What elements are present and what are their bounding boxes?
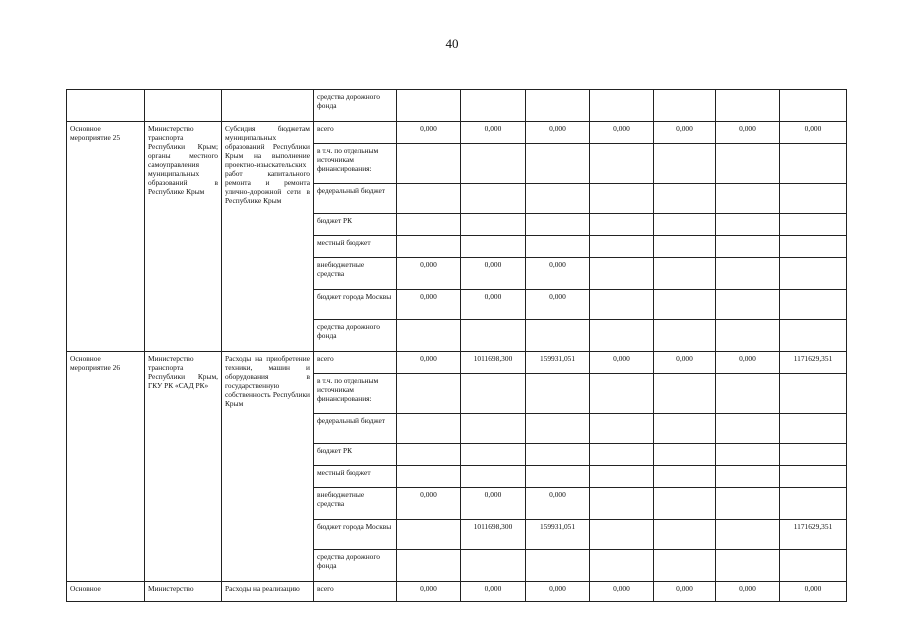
cell-event: Основное мероприятие 25: [67, 122, 145, 352]
cell-value: [526, 236, 590, 258]
cell-type: в т.ч. по отдельным источникам финансирования:: [314, 374, 397, 414]
cell-value: [590, 214, 654, 236]
cell-type: средства дорожного фонда: [314, 320, 397, 352]
cell-value: 0,000: [397, 582, 461, 602]
cell-value: [654, 258, 716, 290]
cell-value: [716, 520, 780, 550]
cell-value: [716, 258, 780, 290]
cell-value: [397, 320, 461, 352]
cell-value: 0,000: [654, 122, 716, 144]
cell-value: 0,000: [526, 582, 590, 602]
cell-value: [654, 550, 716, 582]
cell-description: Субсидия бюджетам муниципальных образований Республики Крым на выполнение проектно-изыскательских работ капитального ремонта и ремонта улично-дорожной сети в Республике Крым: [222, 122, 314, 352]
cell-type: всего: [314, 122, 397, 144]
cell-value: [780, 466, 847, 488]
cell-value: [590, 258, 654, 290]
cell-value: [590, 144, 654, 184]
cell-value: [590, 466, 654, 488]
cell-value: [716, 236, 780, 258]
cell-value: [526, 414, 590, 444]
table-row-top: [67, 90, 847, 122]
cell-type: внебюджетные средства: [314, 258, 397, 290]
cell-value: [654, 144, 716, 184]
cell-value: 0,000: [716, 122, 780, 144]
cell-value: [590, 414, 654, 444]
cell-value: [716, 320, 780, 352]
cell-type: бюджет города Москвы: [314, 290, 397, 320]
cell-value: [716, 466, 780, 488]
cell-type: федеральный бюджет: [314, 184, 397, 214]
cell-value: [590, 290, 654, 320]
cell-value: [716, 144, 780, 184]
cell-value: [780, 444, 847, 466]
cell-value: [461, 236, 526, 258]
cell-value: [461, 550, 526, 582]
table-row: [67, 122, 847, 144]
cell-value: [526, 374, 590, 414]
cell-value: [397, 444, 461, 466]
cell-value: 0,000: [590, 122, 654, 144]
cell-value: [461, 466, 526, 488]
cell-type: всего: [314, 582, 397, 602]
cell-event: Основное: [67, 582, 145, 602]
cell-value: [526, 144, 590, 184]
cell-value: [654, 214, 716, 236]
cell-type: бюджет РК: [314, 444, 397, 466]
cell-value: [397, 374, 461, 414]
cell-value: [526, 550, 590, 582]
table-body: [67, 90, 847, 602]
cell-value: [590, 236, 654, 258]
cell-value: [716, 290, 780, 320]
cell-value: [716, 488, 780, 520]
cell-value: [461, 414, 526, 444]
cell-value: [397, 144, 461, 184]
page-number: 40: [445, 36, 459, 51]
cell-value: [461, 214, 526, 236]
cell-value: [654, 520, 716, 550]
cell-description: [222, 90, 314, 122]
cell-value: 0,000: [461, 290, 526, 320]
cell-type: внебюджетные средства: [314, 488, 397, 520]
cell-description: Расходы на приобретение техники, машин и оборудования в государственную собственность Республики Крым: [222, 352, 314, 582]
cell-value: [780, 550, 847, 582]
cell-value: [654, 236, 716, 258]
table-row: [67, 352, 847, 374]
cell-value: [716, 184, 780, 214]
cell-value: 1011698,300: [461, 352, 526, 374]
cell-value: 0,000: [397, 488, 461, 520]
cell-value: 0,000: [397, 122, 461, 144]
cell-value: 0,000: [780, 122, 847, 144]
cell-value: [590, 520, 654, 550]
cell-type: федеральный бюджет: [314, 414, 397, 444]
cell-value: 0,000: [526, 258, 590, 290]
cell-value: 0,000: [526, 122, 590, 144]
cell-value: [780, 258, 847, 290]
cell-value: [397, 236, 461, 258]
cell-value: [780, 414, 847, 444]
cell-value: [654, 444, 716, 466]
cell-value: 0,000: [590, 352, 654, 374]
cell-value: [780, 214, 847, 236]
cell-value: 0,000: [397, 258, 461, 290]
cell-value: [780, 184, 847, 214]
cell-value: 1011698,300: [461, 520, 526, 550]
cell-value: [716, 214, 780, 236]
cell-executor: Министерство: [145, 582, 222, 602]
cell-value: [461, 320, 526, 352]
cell-executor: Министерство транспорта Республики Крым, ГКУ РК «САД РК»: [145, 352, 222, 582]
cell-value: 0,000: [526, 488, 590, 520]
cell-value: [780, 290, 847, 320]
cell-value: 0,000: [397, 352, 461, 374]
cell-executor: [145, 90, 222, 122]
cell-value: 0,000: [397, 290, 461, 320]
cell-value: [716, 444, 780, 466]
cell-executor: Министерство транспорта Республики Крым; органы местного самоуправления муниципальных образований в Республике Крым: [145, 122, 222, 352]
budget-table: [66, 89, 847, 602]
cell-value: 0,000: [461, 122, 526, 144]
cell-value: [397, 414, 461, 444]
cell-value: [780, 144, 847, 184]
cell-value: 0,000: [716, 582, 780, 602]
cell-type: всего: [314, 352, 397, 374]
cell-type: в т.ч. по отдельным источникам финансирования:: [314, 144, 397, 184]
cell-type: местный бюджет: [314, 466, 397, 488]
cell-type: бюджет города Москвы: [314, 520, 397, 550]
cell-value: [397, 550, 461, 582]
cell-value: [397, 184, 461, 214]
cell-value: [780, 236, 847, 258]
cell-value: [526, 184, 590, 214]
cell-value: 159931,051: [526, 352, 590, 374]
cell-type: средства дорожного фонда: [314, 550, 397, 582]
cell-value: [461, 374, 526, 414]
cell-value: [590, 320, 654, 352]
cell-value: [590, 444, 654, 466]
cell-value: [590, 488, 654, 520]
cell-value: 0,000: [654, 352, 716, 374]
cell-value: [461, 444, 526, 466]
cell-value: 1171629,351: [780, 352, 847, 374]
cell-value: [716, 414, 780, 444]
cell-event: Основное мероприятие 26: [67, 352, 145, 582]
cell-value: [397, 214, 461, 236]
cell-value: 0,000: [654, 582, 716, 602]
cell-value: [526, 214, 590, 236]
cell-value: [526, 444, 590, 466]
cell-value: 159931,051: [526, 520, 590, 550]
cell-value: [654, 184, 716, 214]
cell-type: бюджет РК: [314, 214, 397, 236]
cell-value: [461, 144, 526, 184]
cell-value: [654, 290, 716, 320]
cell-value: [654, 488, 716, 520]
cell-value: 0,000: [461, 258, 526, 290]
cell-value: 0,000: [780, 582, 847, 602]
cell-value: 0,000: [716, 352, 780, 374]
cell-value: 1171629,351: [780, 520, 847, 550]
cell-value: [716, 550, 780, 582]
cell-value: [590, 184, 654, 214]
cell-type: местный бюджет: [314, 236, 397, 258]
cell-event: [67, 90, 145, 122]
cell-value: [397, 520, 461, 550]
cell-value: [526, 320, 590, 352]
cell-value: [716, 374, 780, 414]
cell-type: средства дорожного фонда: [314, 90, 397, 122]
cell-value: [654, 466, 716, 488]
cell-value: 0,000: [461, 488, 526, 520]
cell-value: [397, 466, 461, 488]
cell-value: 0,000: [590, 582, 654, 602]
cell-description: Расходы на реализацию: [222, 582, 314, 602]
cell-value: [780, 488, 847, 520]
table-row-bottom: [67, 582, 847, 602]
cell-value: [654, 414, 716, 444]
cell-value: [590, 374, 654, 414]
cell-value: [461, 184, 526, 214]
cell-value: [654, 320, 716, 352]
cell-value: [780, 320, 847, 352]
cell-value: [780, 374, 847, 414]
cell-value: [590, 550, 654, 582]
cell-value: 0,000: [526, 290, 590, 320]
cell-value: 0,000: [461, 582, 526, 602]
cell-value: [654, 374, 716, 414]
cell-value: [526, 466, 590, 488]
